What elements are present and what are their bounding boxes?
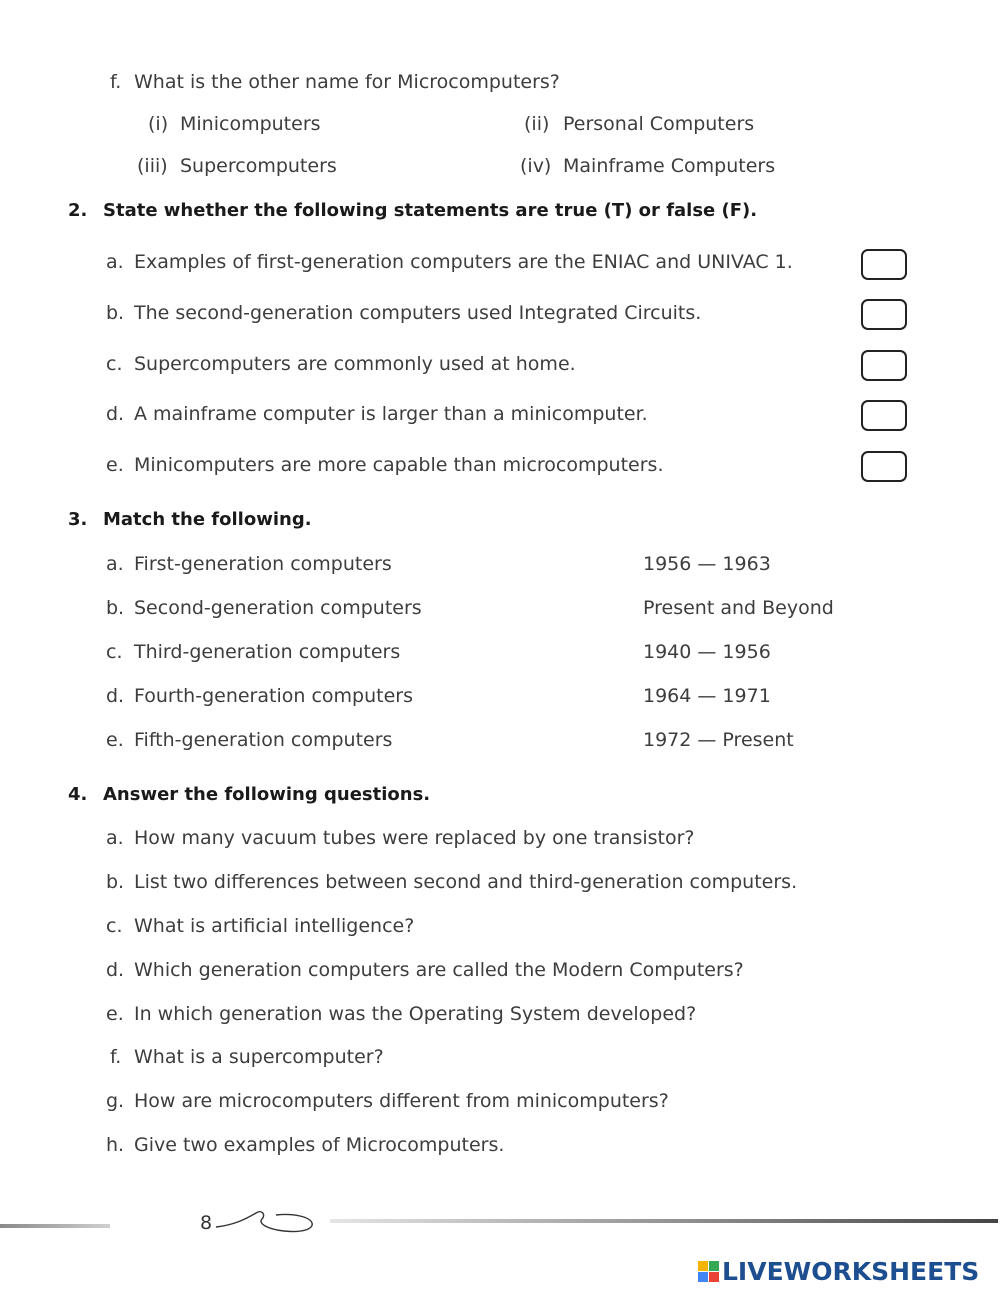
question-label: a. (106, 827, 124, 849)
question-text: What is a supercomputer? (134, 1046, 384, 1068)
match-right: 1956 — 1963 (643, 553, 771, 575)
option-number: (iii) (137, 155, 168, 177)
option-text: Supercomputers (180, 155, 337, 177)
question-label: d. (106, 959, 125, 981)
section-3-number: 3. (68, 509, 88, 530)
match-left: First-generation computers (134, 553, 392, 575)
q1f-question: What is the other name for Microcomputers? (134, 71, 560, 93)
match-right: 1972 — Present (643, 729, 794, 751)
option-text: Minicomputers (180, 113, 321, 135)
question-label: e. (106, 1003, 124, 1025)
answer-box-a[interactable] (861, 249, 907, 280)
question-label: c. (106, 915, 123, 937)
q1f-label: f. (110, 71, 122, 93)
section-4-title: Answer the following questions. (103, 784, 431, 805)
statement-text: Supercomputers are commonly used at home. (134, 353, 576, 375)
question-text: In which generation was the Operating System developed? (134, 1003, 697, 1025)
question-label: g. (106, 1090, 125, 1112)
statement-label: a. (106, 251, 124, 273)
match-label: d. (106, 685, 125, 707)
statement-label: c. (106, 353, 123, 375)
brand-name: LIVEWORKSHEETS (722, 1256, 980, 1286)
option-text: Mainframe Computers (563, 155, 776, 177)
question-label: f. (110, 1046, 122, 1068)
liveworksheets-logo-icon (698, 1261, 719, 1282)
match-right: 1940 — 1956 (643, 641, 771, 663)
question-label: h. (106, 1134, 125, 1156)
option-number: (iv) (520, 155, 552, 177)
section-2-title: State whether the following statements are true (T) or false (F). (103, 200, 758, 221)
option-number: (i) (148, 113, 169, 135)
section-3-title: Match the following. (103, 509, 312, 530)
match-right: 1964 — 1971 (643, 685, 771, 707)
question-text: How are microcomputers different from minicomputers? (134, 1090, 669, 1112)
question-label: b. (106, 871, 125, 893)
answer-box-e[interactable] (861, 451, 907, 482)
footer-rule-right (330, 1219, 998, 1223)
answer-box-d[interactable] (861, 400, 907, 431)
match-label: b. (106, 597, 125, 619)
match-left: Fourth-generation computers (134, 685, 413, 707)
footer-rule-left (0, 1224, 110, 1228)
option-text: Personal Computers (563, 113, 755, 135)
section-2-number: 2. (68, 200, 88, 221)
statement-text: Examples of first-generation computers are the ENIAC and UNIVAC 1. (134, 251, 793, 273)
statement-label: d. (106, 403, 125, 425)
section-4-number: 4. (68, 784, 88, 805)
match-label: c. (106, 641, 123, 663)
answer-box-c[interactable] (861, 350, 907, 381)
match-label: e. (106, 729, 124, 751)
match-left: Fifth-generation computers (134, 729, 393, 751)
question-text: Which generation computers are called the Modern Computers? (134, 959, 744, 981)
page-number: 8 (200, 1212, 213, 1234)
question-text: How many vacuum tubes were replaced by one transistor? (134, 827, 695, 849)
option-number: (ii) (524, 113, 550, 135)
statement-text: Minicomputers are more capable than microcomputers. (134, 454, 664, 476)
statement-label: e. (106, 454, 124, 476)
match-right: Present and Beyond (643, 597, 834, 619)
match-label: a. (106, 553, 124, 575)
statement-text: The second-generation computers used Integrated Circuits. (134, 302, 702, 324)
liveworksheets-brand[interactable] (698, 1256, 979, 1286)
statement-text: A mainframe computer is larger than a minicomputer. (134, 403, 648, 425)
question-text: Give two examples of Microcomputers. (134, 1134, 505, 1156)
swirl-ornament-icon (214, 1205, 319, 1237)
question-text: What is artificial intelligence? (134, 915, 415, 937)
match-left: Third-generation computers (134, 641, 401, 663)
answer-box-b[interactable] (861, 299, 907, 330)
match-left: Second-generation computers (134, 597, 422, 619)
statement-label: b. (106, 302, 125, 324)
question-text: List two differences between second and third-generation computers. (134, 871, 798, 893)
